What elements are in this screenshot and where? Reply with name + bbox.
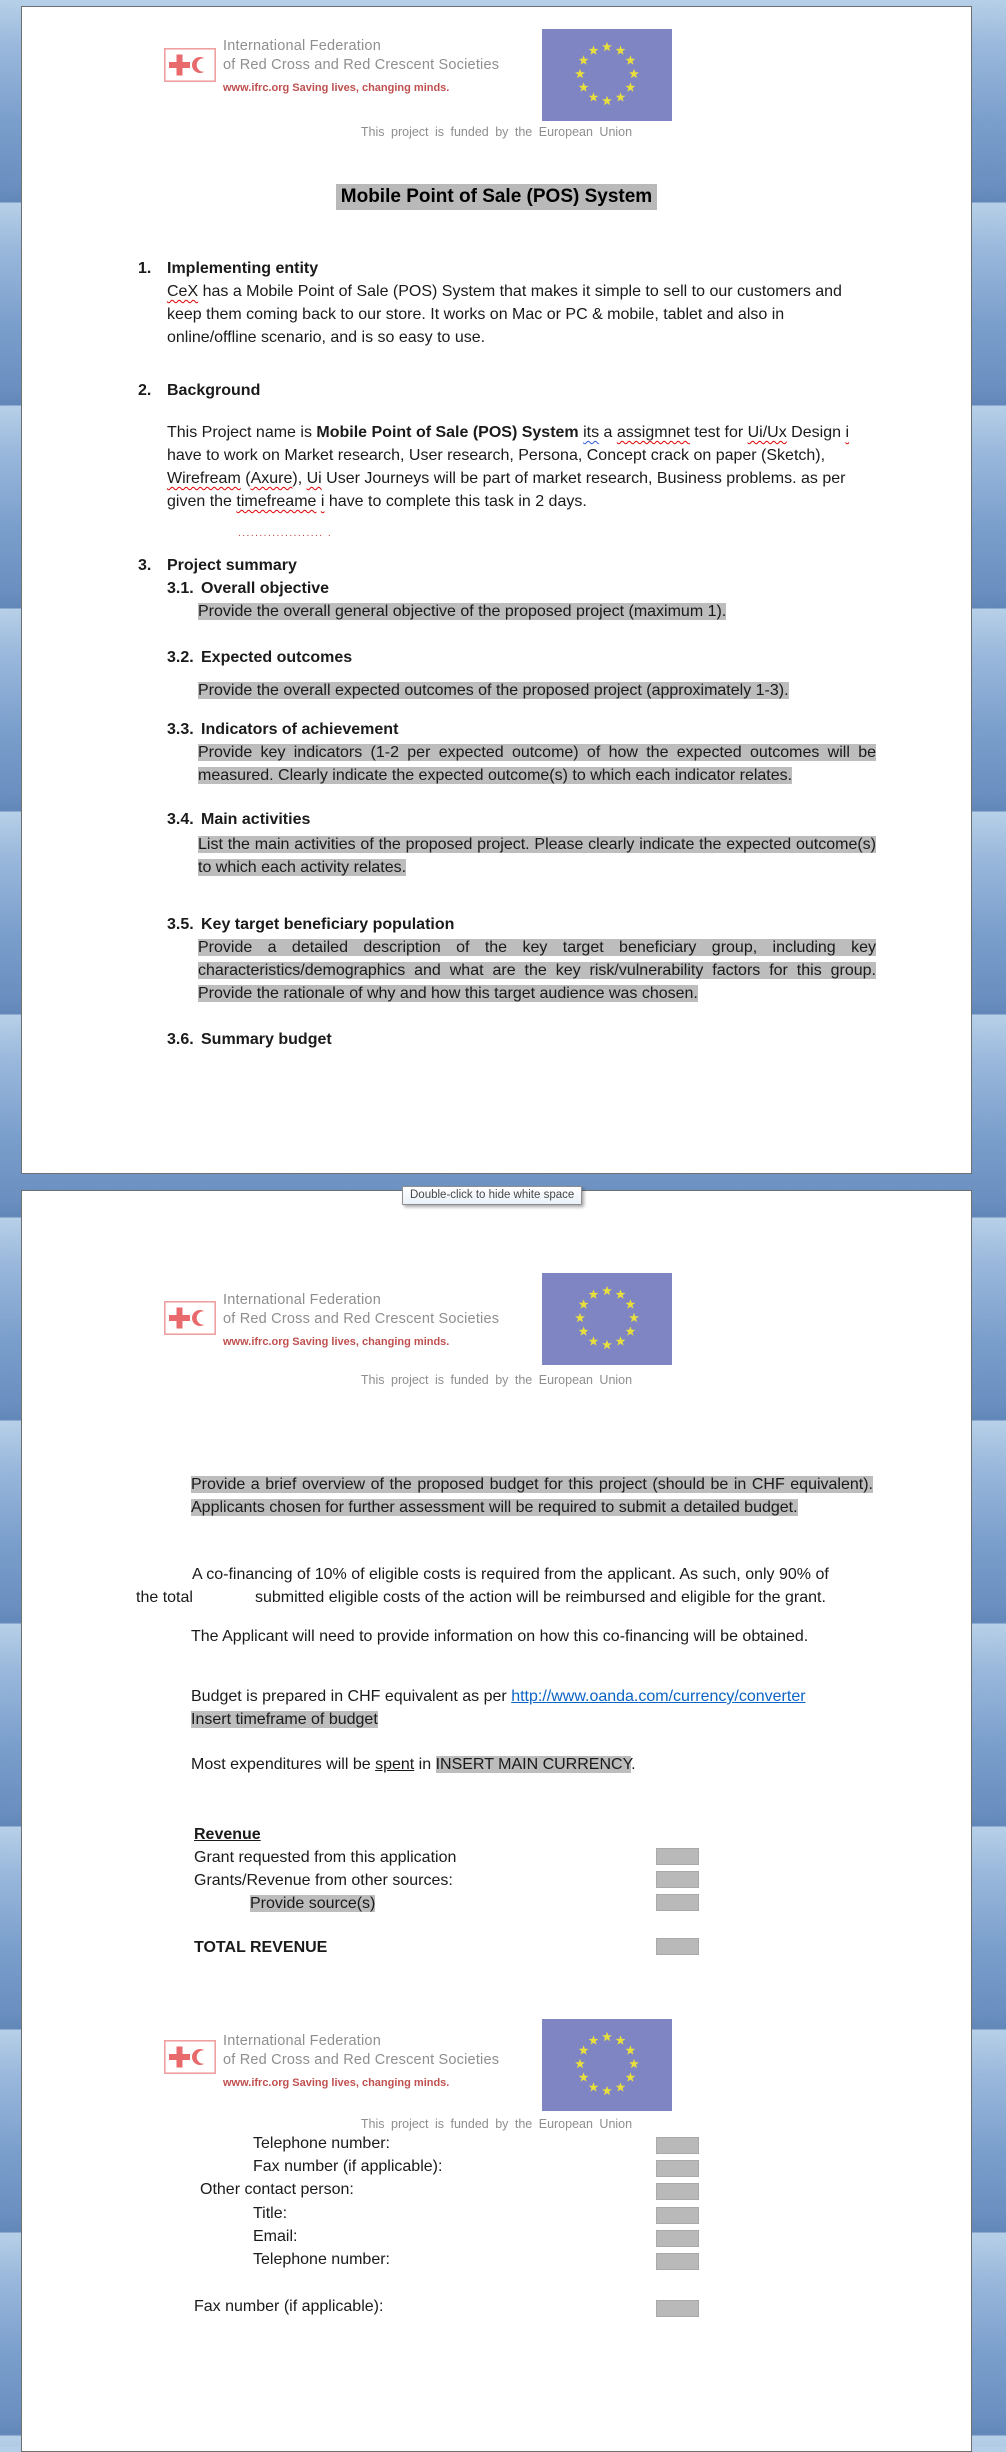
eu-flag-icon <box>542 1273 672 1365</box>
revenue-row-provide-sources: Provide source(s) <box>250 1895 376 1912</box>
hide-whitespace-tooltip: Double-click to hide white space <box>402 1186 582 1205</box>
section-body: This Project name is Mobile Point of Sale (POS) System its a assigmnet test for Ui/Ux Design i have to work on Market research, User research, Persona, Concept crack on paper (Sketch), Wirefream (Axure), Ui User Journeys will be part of market research, Business problems. as per given the timefreame i have to complete this task in 2 days. <box>167 424 849 510</box>
section-3-6: 3.6. Summary budget <box>167 1031 332 1048</box>
revenue-total-label: TOTAL REVENUE <box>194 1939 328 1956</box>
org-name: International Federation of Red Cross and Red Crescent Societies <box>223 1292 500 1327</box>
org-name: International Federation of Red Cross and Red Crescent Societies <box>223 38 500 73</box>
eu-flag-icon <box>542 2019 672 2111</box>
section-3-4: 3.4. Main activities List the main activities of the proposed project. Please clearly indicate the expected outcome(s) to which each activity relates. <box>167 808 879 879</box>
other-contact-label: Other contact person: <box>200 2181 354 2198</box>
revenue-row-grant: Grant requested from this application <box>194 1849 457 1866</box>
section-body: Provide a detailed description of the key target beneficiary group, including key characteristics/demographics and what are the key risk/vulnerability factors for this group. Provide the rationale of why and how this target audience was chosen. <box>198 939 876 1002</box>
document-page-1 <box>21 6 972 1174</box>
funded-note: This project is funded by the European Union <box>360 1373 633 1387</box>
org-tagline: www.ifrc.org Saving lives, changing minds. <box>223 2077 450 2089</box>
other-contact-field[interactable] <box>656 2183 699 2200</box>
section-3-2: 3.2. Expected outcomes Provide the overall expected outcomes of the proposed project (approximately 1-3). <box>167 646 879 702</box>
email-label: Email: <box>253 2228 298 2245</box>
cofinancing-paragraph: A co-financing of 10% of eligible costs is required from the applicant. As such, only 90% of the total submitted eligible costs of the action will be reimbursed and eligible for the grant. <box>136 1566 829 1606</box>
telephone-field[interactable] <box>656 2137 699 2154</box>
funded-note: This project is funded by the European Union <box>360 125 633 139</box>
section-body: CeX has a Mobile Point of Sale (POS) System that makes it simple to sell to our customers and keep them coming back to our store. It works on Mac or PC & mobile, tablet and also in online/offline scenario, and is so easy to use. <box>167 283 842 346</box>
amount-field[interactable] <box>656 1894 699 1911</box>
telephone-field[interactable] <box>656 2253 699 2270</box>
section-body: Provide key indicators (1-2 per expected outcome) of how the expected outcomes will be measured. Clearly indicate the expected outcome(s) to which each indicator relates. <box>198 744 876 784</box>
telephone-label: Telephone number: <box>253 2135 390 2152</box>
telephone-label: Telephone number: <box>253 2251 390 2268</box>
revenue-heading: Revenue <box>194 1826 261 1843</box>
fax-label: Fax number (if applicable): <box>194 2298 384 2315</box>
fax-field[interactable] <box>656 2160 699 2177</box>
org-tagline: www.ifrc.org Saving lives, changing minds. <box>223 82 450 94</box>
section-body: List the main activities of the proposed project. Please clearly indicate the expected outcome(s) to which each activity relates. <box>198 836 876 876</box>
budget-prepared-paragraph: Budget is prepared in CHF equivalent as per http://www.oanda.com/currency/converter Insert timeframe of budget <box>191 1688 806 1728</box>
revenue-section <box>194 1823 884 1959</box>
insert-timeframe-placeholder: Insert timeframe of budget <box>191 1711 378 1728</box>
section-body: Provide the overall expected outcomes of the proposed project (approximately 1-3). <box>198 682 789 699</box>
eu-flag-icon <box>542 29 672 121</box>
title-label: Title: <box>253 2205 288 2222</box>
budget-overview-paragraph: Provide a brief overview of the proposed budget for this project (should be in CHF equivalent). Applicants chosen for further assessment will be required to submit a detailed budget. <box>191 1476 873 1516</box>
funded-note: This project is funded by the European Union <box>360 2117 633 2131</box>
section-body: Provide the overall general objective of the proposed project (maximum 1). <box>198 603 727 620</box>
ifrc-logo-icon <box>164 2040 216 2074</box>
section-heading: Implementing entity <box>167 260 319 277</box>
amount-field[interactable] <box>656 1848 699 1865</box>
section-2 <box>138 379 878 545</box>
section-number: 1. <box>138 260 152 277</box>
currency-converter-link[interactable]: http://www.oanda.com/currency/converter <box>511 1688 806 1705</box>
total-amount-field[interactable] <box>656 1938 699 1955</box>
revenue-row-other-sources: Grants/Revenue from other sources: <box>194 1872 453 1889</box>
section-number: 2. <box>138 382 152 399</box>
ifrc-logo-icon <box>164 48 216 82</box>
document-title: Mobile Point of Sale (POS) System <box>22 184 971 210</box>
section-heading: Background <box>167 382 261 399</box>
amount-field[interactable] <box>656 1871 699 1888</box>
section-3-heading: 3. Project summary <box>138 557 297 574</box>
org-name: International Federation of Red Cross and Red Crescent Societies <box>223 2033 500 2068</box>
section-1 <box>138 257 878 349</box>
ifrc-logo-icon <box>164 1301 216 1335</box>
fax-field[interactable] <box>656 2300 699 2317</box>
section-3-3: 3.3. Indicators of achievement Provide key indicators (1-2 per expected outcome) of how the expected outcomes will be measured. Clearly indicate the expected outcome(s) to which each indicator relates. <box>167 718 879 787</box>
dotted-placeholder: .................... . <box>238 528 333 539</box>
expenditures-paragraph: Most expenditures will be spent in INSERT MAIN CURRENCY. <box>191 1756 636 1773</box>
section-3-1: 3.1. Overall objective Provide the overall general objective of the proposed project (maximum 1). <box>167 577 879 623</box>
title-field[interactable] <box>656 2207 699 2224</box>
fax-label: Fax number (if applicable): <box>253 2158 443 2175</box>
document-page-2 <box>21 1190 972 2452</box>
section-3-5: 3.5. Key target beneficiary population Provide a detailed description of the key target beneficiary group, including key characteristics/demographics and what are the key risk/vulnerability factors for this group. Provide the rationale of why and how this target audience was chosen. <box>167 913 879 1005</box>
email-field[interactable] <box>656 2230 699 2247</box>
org-tagline: www.ifrc.org Saving lives, changing minds. <box>223 1336 450 1348</box>
applicant-info-paragraph: The Applicant will need to provide information on how this co-financing will be obtained. <box>191 1628 809 1645</box>
